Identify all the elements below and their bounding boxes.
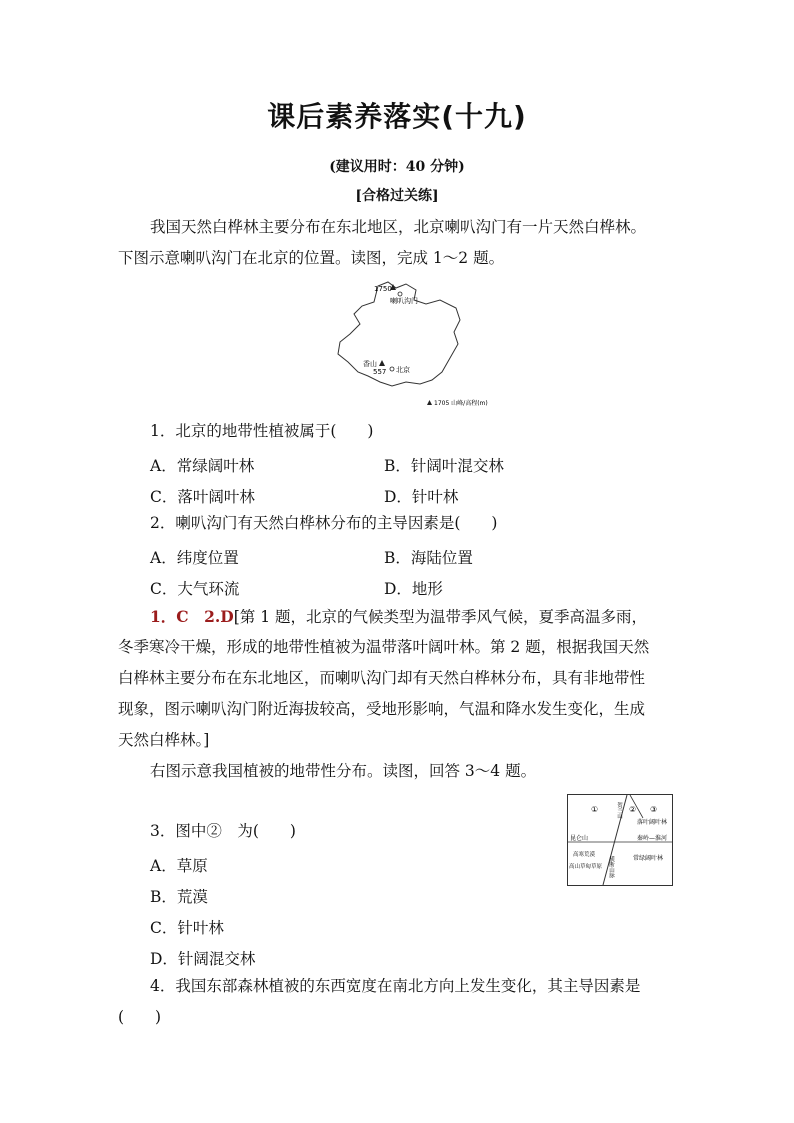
q2-option-d: D．地形 [384, 580, 443, 598]
plateau-label-2: 高山草甸草原 [569, 864, 603, 870]
q1-stem: 1．北京的地带性植被属于( ) [150, 422, 374, 440]
qinling-label: 秦岭—淮河 [637, 835, 668, 842]
q3-stem: 3．图中② 为( ) [150, 822, 296, 840]
zone-1-label: ① [591, 805, 599, 814]
intro-line-2: 下图示意喇叭沟门在北京的位置。读图，完成 1～2 题。 [118, 249, 505, 267]
q1-option-d: D．针叶林 [384, 488, 459, 506]
mountain1-label: 贺兰山 [616, 802, 622, 819]
answer-key: 1．C 2.D [150, 607, 234, 626]
q1-option-a: A．常绿阔叶林 [150, 457, 255, 475]
kunlun-label: 昆仑山 [570, 835, 589, 842]
q2-option-c: C．大气环流 [150, 580, 240, 598]
answer-text-1: [第 1 题，北京的气候类型为温带季风气候，夏季高温多雨， [233, 608, 648, 626]
q3-option-b: B．荒漠 [150, 888, 208, 906]
city-marker [390, 367, 394, 371]
answer-1-2-line-1 [150, 601, 647, 633]
map-legend: 1705 山峰/高程(m) [434, 400, 488, 407]
q1-option-b: B．针阔叶混交林 [384, 457, 504, 475]
time-note: (建议用时：40 分钟) [329, 159, 465, 175]
q2-stem: 2．喇叭沟门有天然白桦林分布的主导因素是( ) [150, 514, 498, 532]
beijing-map-figure [330, 278, 488, 410]
q4-stem-line-1: 4．我国东部森林植被的东西宽度在南北方向上发生变化，其主导因素是 [150, 977, 641, 995]
q4-stem-line-2: ( ) [118, 1008, 162, 1026]
q3-option-d: D．针阔混交林 [150, 950, 256, 968]
evergreen-label: 常绿阔叶林 [633, 855, 664, 862]
peak2-height: 557 [373, 368, 387, 376]
answer-1-2-line-3: 白桦林主要分布在东北地区，而喇叭沟门却有天然白桦林分布，具有非地带性 [118, 669, 646, 687]
city-label: 北京 [396, 366, 410, 374]
plateau-label-1: 高寒荒漠 [573, 852, 596, 858]
intro-line-1: 我国天然白桦林主要分布在东北地区，北京喇叭沟门有一片天然白桦林。 [150, 218, 647, 236]
answer-1-2-line-4: 现象，图示喇叭沟门附近海拔较高，受地形影响，气温和降水发生变化，生成 [118, 700, 646, 718]
peak-icon-2 [379, 360, 385, 366]
q2-option-b: B．海陆位置 [384, 549, 473, 567]
vegetation-diagram [567, 794, 673, 886]
zone-3-label: ③ [650, 805, 658, 814]
legend-peak-icon [427, 400, 432, 405]
zone-2-label: ② [629, 805, 637, 814]
place1-marker [398, 292, 402, 296]
answer-1-2-line-5: 天然白桦林。] [118, 731, 210, 749]
forest-label: 落叶阔叶林 [637, 819, 668, 826]
q1-option-c: C．落叶阔叶林 [150, 488, 255, 506]
q2-option-a: A．纬度位置 [150, 549, 239, 567]
section-heading: [合格过关练] [355, 188, 439, 204]
intro-2: 右图示意我国植被的地带性分布。读图，回答 3～4 题。 [150, 762, 537, 780]
hengduan-label: 横断山脉 [608, 856, 614, 878]
peak2-label: 香山 [363, 360, 377, 368]
answer-1-2-line-2: 冬季寒冷干燥，形成的地带性植被为温带落叶阔叶林。第 2 题，根据我国天然 [118, 638, 650, 656]
peak1-label: 1750 [374, 285, 392, 293]
q3-option-c: C．针叶林 [150, 919, 224, 937]
page-title: 课后素养落实(十九) [267, 100, 527, 133]
q3-option-a: A．草原 [150, 857, 208, 875]
place1-label: 喇叭沟门 [390, 297, 418, 305]
